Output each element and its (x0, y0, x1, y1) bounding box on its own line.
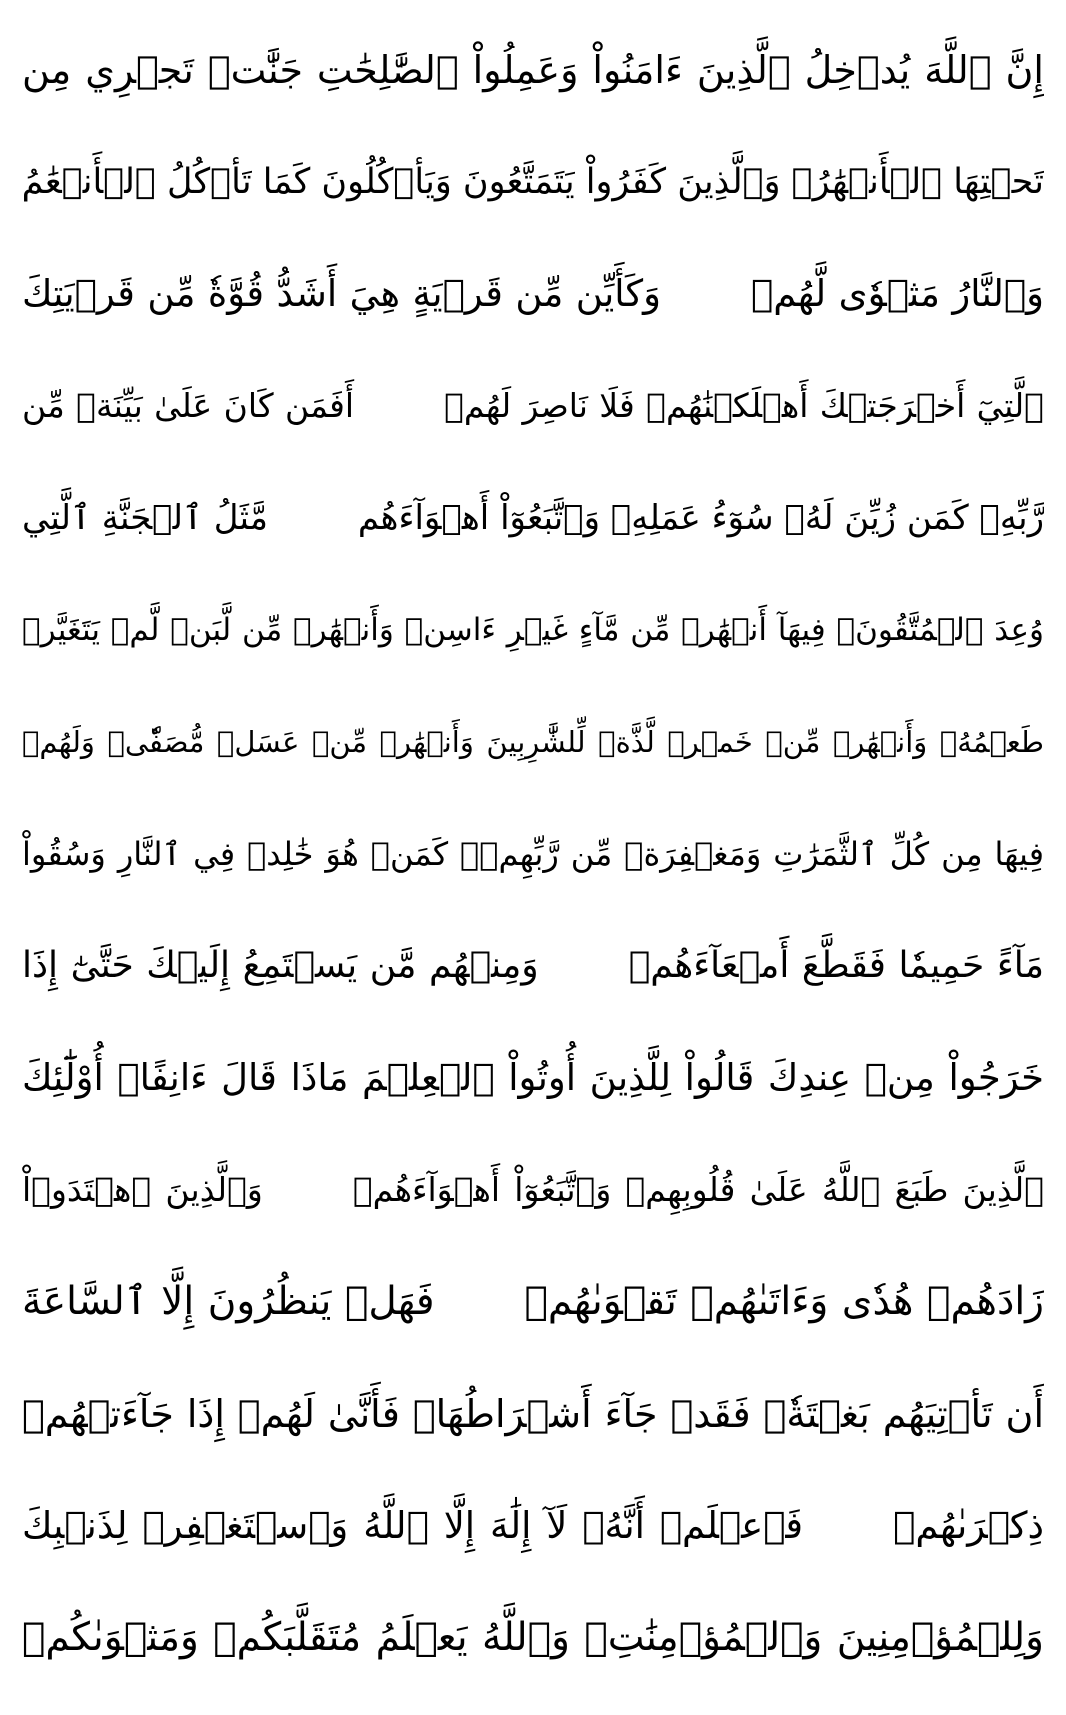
line-9-text-b: وَمِنۡهُم مَّن يَسۡتَمِعُ إِلَيۡكَ حَتَّىٰٓ إِذَا (22, 945, 539, 986)
line-12-text-a: زَادَهُمۡ هُدٗى وَءَاتَىٰهُمۡ تَقۡوَىٰهُمۡ (524, 1279, 1044, 1324)
line-7-text: طَعۡمُهُۥ وَأَنۡهَٰرٞ مِّنۡ خَمۡرٖ لَّذَّةٖ لِّلشَّٰرِبِينَ وَأَنۡهَٰرٞ مِّنۡ عَسَلٖ مُّصَفّٗىۖ وَلَهُمۡ (22, 725, 1044, 759)
line-2-text: تَحۡتِهَا ٱلۡأَنۡهَٰرُۖ وَٱلَّذِينَ كَفَرُواْ يَتَمَتَّعُونَ وَيَأۡكُلُونَ كَمَا تَأۡكُلُ ٱلۡأَنۡعَٰمُ (22, 162, 1044, 202)
line-11-text-b: وَٱلَّذِينَ ٱهۡتَدَوۡاْ (22, 1170, 263, 1209)
text-line-11 (22, 1134, 1044, 1246)
text-line-6 (22, 574, 1044, 686)
line-14-text-a: ذِكۡرَىٰهُمۡ (893, 1504, 1044, 1547)
text-line-13 (22, 1358, 1044, 1470)
line-12-text-b: فَهَلۡ يَنظُرُونَ إِلَّا ٱلسَّاعَةَ (22, 1279, 435, 1324)
text-line-5 (22, 462, 1044, 574)
line-14-text-b: فَٱعۡلَمۡ أَنَّهُۥ لَآ إِلَٰهَ إِلَّا ٱللَّهُ وَٱسۡتَغۡفِرۡ لِذَنۢبِكَ (22, 1504, 804, 1547)
text-line-15 (22, 1582, 1044, 1694)
line-3-text-a: وَٱلنَّارُ مَثۡوٗى لَّهُمۡ (751, 272, 1044, 315)
text-line-7 (22, 686, 1044, 798)
line-5-text-a: رَّبِّهِۦ كَمَن زُيِّنَ لَهُۥ سُوٓءُ عَمَلِهِۦ وَٱتَّبَعُوٓاْ أَهۡوَآءَهُم (357, 498, 1044, 538)
text-line-9 (22, 910, 1044, 1022)
text-line-2 (22, 126, 1044, 238)
line-6-text: وُعِدَ ٱلۡمُتَّقُونَۖ فِيهَآ أَنۡهَٰرٞ مِّن مَّآءٍ غَيۡرِ ءَاسِنٖ وَأَنۡهَٰرٞ مِّن لَّبَنٖ لَّمۡ يَتَغَيَّرۡ (22, 612, 1044, 648)
text-line-12 (22, 1246, 1044, 1358)
line-1-text: إِنَّ ٱللَّهَ يُدۡخِلُ ٱلَّذِينَ ءَامَنُواْ وَعَمِلُواْ ٱلصَّٰلِحَٰتِ جَنَّٰتٖ تَجۡرِي مِن (22, 48, 1044, 92)
text-line-14 (22, 1470, 1044, 1582)
line-8-text: فِيهَا مِن كُلِّ ٱلثَّمَرَٰتِ وَمَغۡفِرَةٞ مِّن رَّبِّهِمۡۖ كَمَنۡ هُوَ خَٰلِدٞ فِي ٱلنَّارِ وَسُقُواْ (22, 835, 1044, 873)
text-line-8 (22, 798, 1044, 910)
text-line-4 (22, 350, 1044, 462)
line-11-text-a: ٱلَّذِينَ طَبَعَ ٱللَّهُ عَلَىٰ قُلُوبِهِمۡ وَٱتَّبَعُوٓاْ أَهۡوَآءَهُمۡ (352, 1170, 1044, 1209)
text-line-1 (22, 14, 1044, 126)
line-4-text-a: ٱلَّتِيٓ أَخۡرَجَتۡكَ أَهۡلَكۡنَٰهُمۡ فَلَا نَاصِرَ لَهُمۡ (444, 386, 1044, 425)
line-10-text: خَرَجُواْ مِنۡ عِندِكَ قَالُواْ لِلَّذِينَ أُوتُواْ ٱلۡعِلۡمَ مَاذَا قَالَ ءَانِفًاۚ أُوْلَٰٓئِكَ (22, 1056, 1044, 1099)
line-9-text-a: مَآءً حَمِيمٗا فَقَطَّعَ أَمۡعَآءَهُمۡ (628, 945, 1044, 986)
line-13-text: أَن تَأۡتِيَهُم بَغۡتَةٗۖ فَقَدۡ جَآءَ أَشۡرَاطُهَاۚ فَأَنَّىٰ لَهُمۡ إِذَا جَآءَتۡهُمۡ (22, 1392, 1044, 1436)
line-5-text-b: مَّثَلُ ٱلۡجَنَّةِ ٱلَّتِي (22, 498, 268, 538)
text-line-3 (22, 238, 1044, 350)
line-3-text-b: وَكَأَيِّن مِّن قَرۡيَةٍ هِيَ أَشَدُّ قُوَّةٗ مِّن قَرۡيَتِكَ (22, 272, 662, 315)
text-line-10 (22, 1022, 1044, 1134)
line-4-text-b: أَفَمَن كَانَ عَلَىٰ بَيِّنَةٖ مِّن (22, 386, 355, 425)
line-15-text: وَلِلۡمُؤۡمِنِينَ وَٱلۡمُؤۡمِنَٰتِۗ وَٱللَّهُ يَعۡلَمُ مُتَقَلَّبَكُمۡ وَمَثۡوَىٰكُمۡ (22, 1615, 1044, 1660)
quran-page (22, 14, 1044, 1704)
